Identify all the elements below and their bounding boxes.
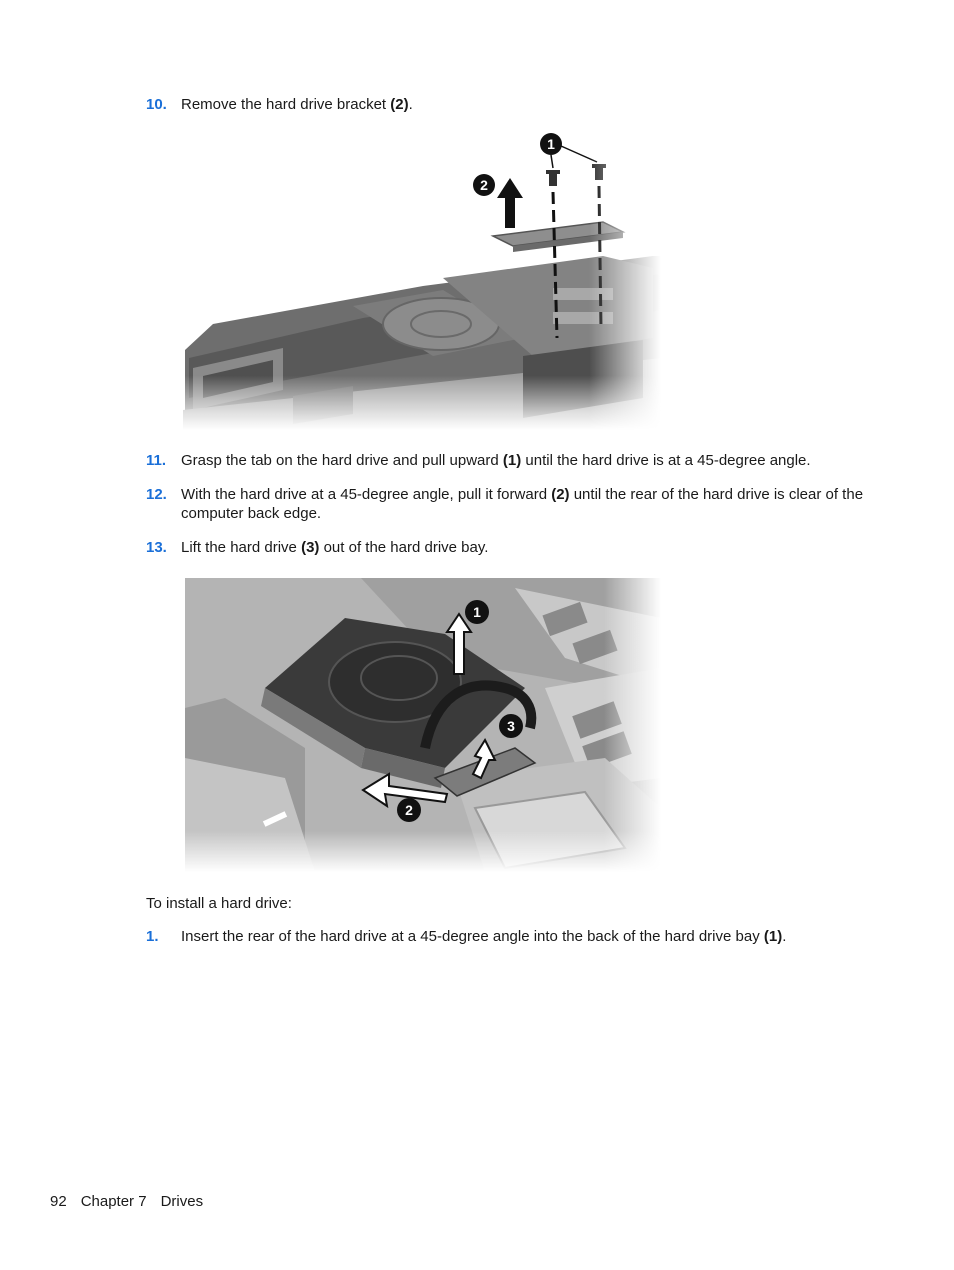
step-number: 12.: [146, 486, 167, 503]
step-text: Lift the hard drive (3) out of the hard drive bay.: [181, 539, 489, 556]
step-10: [146, 95, 886, 114]
step-text: With the hard drive at a 45-degree angle, pull it forward (2) until the rear of the hard drive is clear of the computer back edge.: [181, 486, 864, 522]
step-text: Insert the rear of the hard drive at a 45-degree angle into the back of the hard drive bay (1).: [181, 928, 787, 945]
install-intro: To install a hard drive:: [146, 895, 292, 912]
step-number: 13.: [146, 539, 167, 556]
figure-remove-bracket: [183, 128, 661, 430]
page-number: 92: [50, 1193, 67, 1210]
page-footer: [50, 1192, 217, 1211]
step-12: [146, 485, 886, 523]
step-text: Grasp the tab on the hard drive and pull upward (1) until the hard drive is at a 45-degree angle.: [181, 452, 811, 469]
step-text: Remove the hard drive bracket (2).: [181, 96, 413, 113]
step-number: 10.: [146, 96, 167, 113]
figure-lift-hard-drive: [185, 578, 661, 872]
step-11: [146, 451, 886, 470]
install-step-1: [146, 927, 886, 946]
step-number: 11.: [146, 452, 167, 469]
section-label: Drives: [160, 1193, 204, 1210]
step-13: [146, 538, 886, 557]
step-number: 1.: [146, 928, 159, 945]
chapter-label: Chapter 7: [80, 1193, 147, 1210]
